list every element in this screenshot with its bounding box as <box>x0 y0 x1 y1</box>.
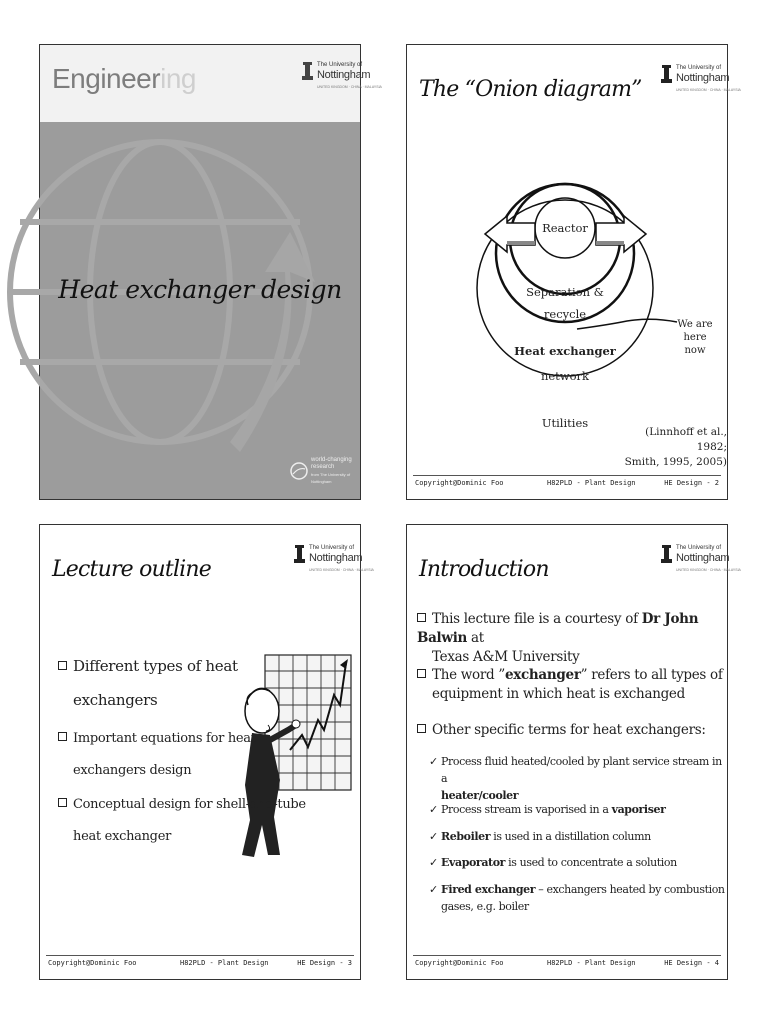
citation-line-2: Smith, 1995, 2005) <box>624 456 727 468</box>
logo-line-1: The University of <box>676 545 722 551</box>
label-separation-line1: Separation & <box>526 285 604 299</box>
citation <box>617 425 727 470</box>
logo-line-2: Nottingham <box>309 552 363 564</box>
crest-icon <box>661 545 672 563</box>
footer-copyright: Copyright@Dominic Foo <box>415 479 504 487</box>
square-bullet-icon <box>417 669 426 678</box>
check-icon: ✓ <box>429 856 438 869</box>
globe-icon <box>290 462 308 480</box>
wcr-line-2: from The University of Nottingham <box>311 472 351 484</box>
footer-course: H82PLD - Plant Design <box>547 959 636 967</box>
square-bullet-icon <box>417 613 426 622</box>
sub-item-3 <box>429 828 651 845</box>
footer-page: HE Design - 3 <box>297 959 352 967</box>
logo-line-3: UNITED KINGDOM · CHINA · MALAYSIA <box>676 88 741 92</box>
sub-4-bold: Evaporator <box>441 856 506 869</box>
university-logo <box>661 545 741 573</box>
wcr-line-1: world-changing research <box>311 457 352 470</box>
sub-2-bold: vaporiser <box>611 803 666 816</box>
note-line-2: now <box>684 345 706 356</box>
sub-2-pre: Process stream is vaporised in a <box>441 803 612 816</box>
logo-line-3: UNITED KINGDOM · CHINA · MALAYSIA <box>309 568 374 572</box>
logo-line-1: The University of <box>676 65 722 71</box>
square-bullet-icon <box>58 661 67 670</box>
crest-icon <box>302 62 313 80</box>
logo-line-2: Nottingham <box>676 72 730 84</box>
outline-item-1-line2: exchangers <box>73 691 158 709</box>
sub-3-post: is used in a distillation column <box>490 830 651 843</box>
outline-item-3-line2: heat exchanger <box>73 829 172 844</box>
label-reactor: Reactor <box>542 221 588 235</box>
label-hen-line1: Heat exchanger <box>514 344 616 358</box>
slide-4-introduction <box>406 524 741 980</box>
b2-post: ” refers to all types of <box>580 667 723 683</box>
sub-item-1 <box>429 753 727 804</box>
world-changing-research-logo <box>290 457 360 485</box>
check-icon: ✓ <box>429 830 438 843</box>
b2-bold: exchanger <box>504 667 581 683</box>
slide-heading: Lecture outline <box>52 557 212 582</box>
b2-line2: equipment in which heat is exchanged <box>432 686 685 702</box>
sub-5-line2: gases, e.g. boiler <box>441 900 529 913</box>
b1-bold: Dr John Balwin <box>417 611 699 646</box>
outline-item-2-line1: Important equations for heat <box>73 731 256 746</box>
logo-line-3: UNITED KINGDOM · CHINA · MALAYSIA <box>317 85 382 89</box>
university-logo <box>302 62 382 90</box>
footer-copyright: Copyright@Dominic Foo <box>48 959 137 967</box>
logo-line-2: Nottingham <box>317 69 371 81</box>
b1-post: at <box>467 630 484 646</box>
outline-item-1-line1: Different types of heat <box>73 657 238 675</box>
square-bullet-icon <box>58 798 67 807</box>
presentation-title: Heat exchanger design <box>58 275 342 304</box>
note-line-1: We are here <box>677 319 713 343</box>
globe-watermark-icon <box>40 122 362 501</box>
slide-3-lecture-outline <box>39 524 374 980</box>
label-hen-line2: network <box>540 369 590 383</box>
sub-item-4 <box>429 854 677 871</box>
footer-divider <box>46 955 354 956</box>
logo-line-1: The University of <box>309 545 355 551</box>
sub-1-line1: Process fluid heated/cooled by plant service stream in a <box>441 755 722 785</box>
footer-copyright: Copyright@Dominic Foo <box>415 959 504 967</box>
slide-2-onion-diagram <box>406 44 741 500</box>
engineering-wordmark-main: Engineer <box>52 63 161 94</box>
sub-3-bold: Reboiler <box>441 830 491 843</box>
logo-line-3: UNITED KINGDOM · CHINA · MALAYSIA <box>676 568 741 572</box>
logo-line-2: Nottingham <box>676 552 730 564</box>
we-are-here-note <box>665 318 725 357</box>
sub-item-5 <box>429 881 725 915</box>
square-bullet-icon <box>417 724 426 733</box>
label-utilities: Utilities <box>541 416 589 430</box>
sub-1-bold: heater/cooler <box>441 789 519 802</box>
sub-5-post: – exchangers heated by combustion <box>535 883 725 896</box>
outline-item-1 <box>58 649 238 717</box>
footer-page: HE Design - 2 <box>664 479 719 487</box>
intro-bullet-3 <box>417 721 706 740</box>
citation-line-1: (Linnhoff et al., 1982; <box>645 426 727 453</box>
footer-course: H82PLD - Plant Design <box>547 479 636 487</box>
b3-text: Other specific terms for heat exchangers: <box>432 722 706 738</box>
slide-1-title <box>39 44 382 500</box>
footer-course: H82PLD - Plant Design <box>180 959 269 967</box>
engineering-wordmark-fade: ing <box>160 63 196 94</box>
intro-bullet-2 <box>417 666 723 704</box>
square-bullet-icon <box>58 732 67 741</box>
outline-item-3-line1: Conceptual design for shell-and-tube <box>73 797 306 812</box>
b1-line2: Texas A&M University <box>432 649 580 665</box>
footer-page: HE Design - 4 <box>664 959 719 967</box>
b1-pre: This lecture file is a courtesy of <box>432 611 642 627</box>
onion-diagram <box>407 45 729 465</box>
sub-item-2 <box>429 801 666 818</box>
sub-4-post: is used to concentrate a solution <box>505 856 677 869</box>
check-icon: ✓ <box>429 803 438 816</box>
check-icon: ✓ <box>429 883 438 896</box>
engineering-wordmark <box>52 63 196 95</box>
b2-pre: The word ” <box>432 667 505 683</box>
slide-heading: Introduction <box>419 557 549 582</box>
footer-divider <box>413 955 721 956</box>
intro-bullet-1 <box>417 610 727 667</box>
outline-item-2-line2: exchangers design <box>73 763 192 778</box>
heat-exchanger-ring <box>496 184 634 322</box>
check-icon: ✓ <box>429 755 438 768</box>
label-separation-line2: recycle <box>543 307 587 321</box>
outline-item-3 <box>58 789 306 853</box>
logo-line-1: The University of <box>317 62 363 68</box>
footer-divider <box>413 475 721 476</box>
outline-item-2 <box>58 723 256 787</box>
slide-1-header-band <box>40 45 382 122</box>
sub-5-bold: Fired exchanger <box>441 883 536 896</box>
right-arrow-icon <box>596 216 646 252</box>
slide-heading: The “Onion diagram” <box>419 77 642 102</box>
